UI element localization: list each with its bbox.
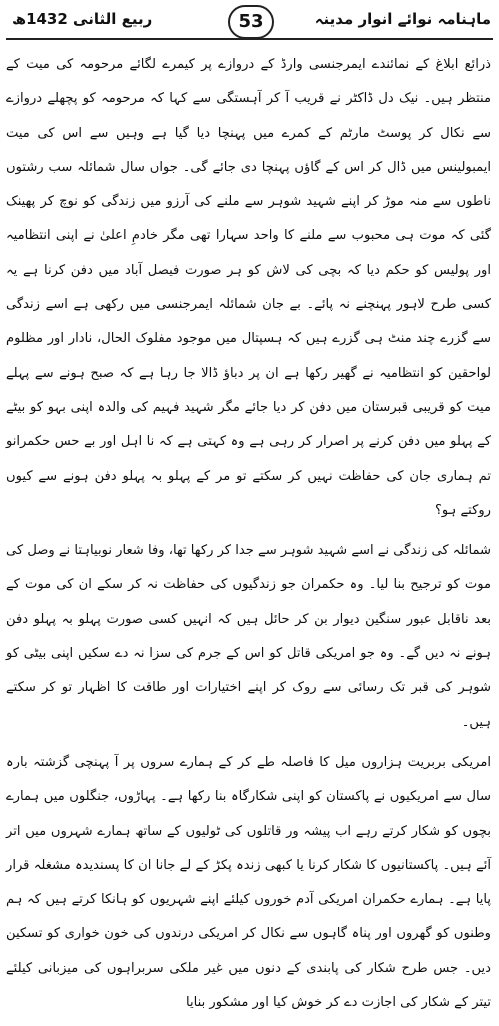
header-rule: [6, 38, 493, 40]
paragraph-1: ذرائع ابلاغ کے نمائندے ایمرجنسی وارڈ کے دروازے پر کیمرے لگائے مرحومہ کی میت کے منتظر ہیں۔ نیک دل ڈاکٹر نے قریب آ کر آہستگی سے کہا کہ مرحومہ کو پچھلے دروازے سے نکال کر پوسٹ مارٹم کے کمرے میں پہنچا دیا گیا ہے وہیں سے اس کی میت ایمبولینس میں ڈال کر اس کے گاؤں پہنچا دی جائے گی۔ جواں سال شمائلہ سب رشتوں ناطوں سے منہ موڑ کر اپنے شہید شوہر سے ملنے کی آرزو میں زندگی کو نوچ کر پھینک گئی کہ موت ہی محبوب سے ملنے کا واحد سہارا تھی مگر خادمِ اعلیٰ نے اپنی انتظامیہ اور پولیس کو حکم دیا کہ بچی کی لاش کو ہر صورت فیصل آباد میں دفن کرنا ہے یہ کسی طرح لاہور پہنچنے نہ پائے۔ بے جان شمائلہ ایمرجنسی میں رکھی ہے اسے زندگی سے گزرے چند منٹ ہی گزرے ہیں کہ ہسپتال میں موجود مفلوک الحال، نادار اور مظلوم لواحقین کو انتظامیہ نے گھیر رکھا ہے ان پر دباؤ ڈالا جا رہا ہے کہ صبح ہونے سے پہلے میت کو قریبی قبرستان میں دفن کر دیا جائے مگر شہید فہیم کی والدہ اپنی بہو کو بیٹے کے پہلو میں دفن کرنے پر اصرار کر رہی ہے وہ کہتی ہے کہ نا اہل اور بے حس حکمرانو تم ہماری جان کی حفاظت نہیں کر سکتے تو مر کے پہلو بہ پہلو دفن ہونے سے کیوں روکتے ہو؟: [6, 57, 491, 518]
page-number-badge: 53: [228, 5, 274, 39]
paragraph-3: امریکی بربریت ہزاروں میل کا فاصلہ طے کر کے ہمارے سروں پر آ پہنچی گزشتہ بارہ سال سے امریکیوں نے پاکستان کو اپنی شکارگاہ بنا رکھا ہے۔ پہاڑوں، جنگلوں میں ہمارے بچوں کو شکار کرتے رہے اب پیشہ ور قاتلوں کی ٹولیوں کے ساتھ ہمارے شہروں میں اتر آئے ہیں۔ پاکستانیوں کا شکار کرنا یا کبھی زندہ پکڑ کے لے جانا ان کا پسندیدہ مشغلہ قرار پایا ہے۔ ہمارے حکمران امریکی آدم خوروں کیلئے اپنے شہریوں کو ہانکا کرتے ہیں کہ ہم وطنوں کو گھروں اور پناہ گاہوں سے نکال کر امریکی درندوں کی خون خواری کو تسکین دیں۔ جس طرح شکار کی پابندی کے دنوں میں غیر ملکی سربراہوں کی میزبانی کیلئے تیتر کے شکار کی اجازت دے کر خوش کیا اور مشکور بنایا: [6, 754, 491, 1011]
paragraph-2: شمائلہ کی زندگی نے اسے شہید شوہر سے جدا کر رکھا تھا، وفا شعار نوبیاہتا نے وصل کی موت کو ترجیح بنا لیا۔ وہ حکمران جو زندگیوں کی حفاظت نہ کر سکے ان کی موت کے بعد ناقابل عبور سنگین دیوار بن کر حائل ہیں کہ انہیں کسی صورت پہلو بہ پہلو دفن ہونے نہ دیں گے۔ وہ جو امریکی قاتل کو اس کے جرم کی سزا نہ دے سکیں اپنی بیٹی کو شوہر کی قبر تک رسائی سے روک کر اپنے اختیارات اور طاقت کا اظہار تو کر سکتے ہیں۔: [6, 543, 491, 730]
page-header: [0, 0, 499, 40]
magazine-title: ماہنامہ نوائے انوار مدینہ: [314, 10, 491, 28]
issue-month: ربیع الثانی 1432ھ: [12, 10, 153, 28]
article-body: [6, 48, 491, 1026]
